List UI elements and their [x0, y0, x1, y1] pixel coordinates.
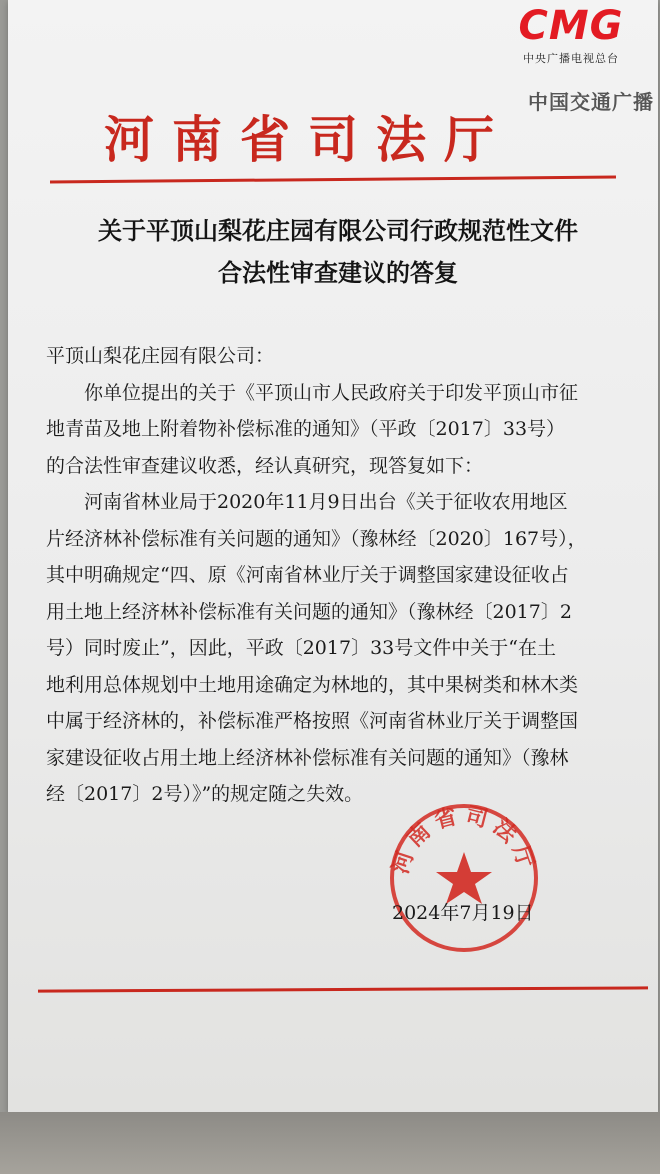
addressee: 平顶山梨花庄园有限公司： — [46, 345, 275, 367]
seal-text: 河南省司法厅 — [387, 802, 541, 877]
body-line: 地青苗及地上附着物补偿标准的通知》（平政〔2017〕33号） — [46, 418, 566, 440]
body-line: 号）同时废止”，因此，平政〔2017〕33号文件中关于“在土 — [46, 637, 556, 659]
document-title-line: 关于平顶山梨花庄园有限公司行政规范性文件 — [98, 216, 578, 245]
footer-red-rule — [38, 986, 648, 992]
body-line: 其中明确规定“四、原《河南省林业厅关于调整国家建设征收占 — [46, 564, 569, 586]
document-date: 2024年7月19日 — [392, 902, 534, 924]
body-line: 家建设征收占用土地上经济林补偿标准有关问题的通知》（豫林 — [46, 746, 569, 769]
cmg-watermark — [486, 4, 656, 66]
table-surface — [0, 1112, 660, 1174]
official-seal — [386, 800, 542, 956]
cmg-logo: CMG — [518, 3, 624, 49]
body-line: 河南省林业局于2020年11月9日出台《关于征收农用地区 — [84, 491, 568, 513]
body-line: 的合法性审查建议收悉，经认真研究，现答复如下： — [46, 454, 484, 477]
document-title — [38, 210, 638, 294]
document-page — [8, 0, 658, 1112]
body-line: 地利用总体规划中土地用途确定为林地的，其中果树类和林木类 — [46, 673, 579, 696]
letterhead-title: 河南省司法厅 — [104, 110, 512, 169]
body-line: 经〔2017〕2号）》”的规定随之失效。 — [46, 783, 364, 805]
body-line: 片经济林补偿标准有关问题的通知》（豫林经〔2020〕167号）， — [46, 527, 587, 550]
body-line: 用土地上经济林补偿标准有关问题的通知》（豫林经〔2017〕2 — [46, 600, 572, 623]
body-line: 你单位提出的关于《平顶山市人民政府关于印发平顶山市征 — [84, 381, 579, 404]
cmg-org-name: 中央广播电视总台 — [523, 52, 619, 65]
document-title-line: 合法性审查建议的答复 — [218, 258, 458, 287]
document-body — [46, 338, 632, 813]
letterhead-red-rule — [50, 176, 616, 184]
seal-star-icon — [436, 852, 492, 904]
channel-name: 中国交通广播 — [528, 90, 654, 114]
body-line: 中属于经济林的，补偿标准严格按照《河南省林业厅关于调整国 — [46, 710, 579, 732]
